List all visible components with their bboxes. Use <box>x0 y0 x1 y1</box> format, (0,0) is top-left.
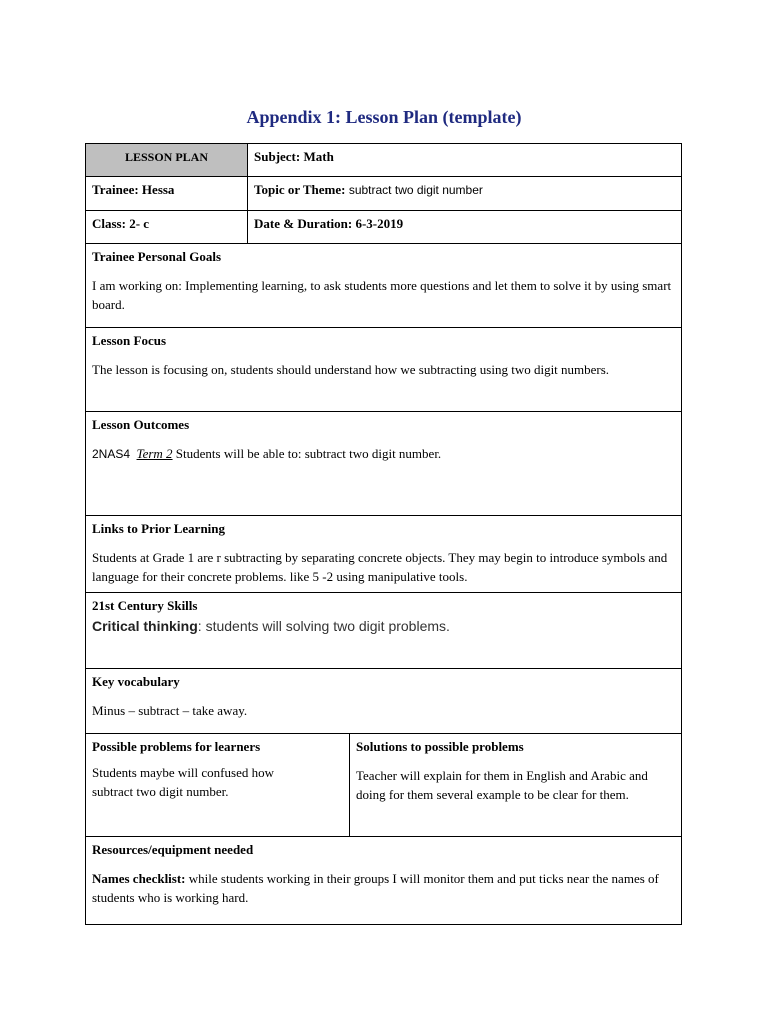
lesson-outcomes-heading: Lesson Outcomes <box>92 417 190 432</box>
resources-body: while students working in their groups I will monitor them and put ticks near the names of students who is working hard. <box>92 871 659 905</box>
lesson-outcomes-line <box>92 444 675 464</box>
skills-heading: 21st Century Skills <box>92 598 198 613</box>
solutions-section <box>349 733 682 837</box>
lesson-plan-label: LESSON PLAN <box>124 150 209 164</box>
outcome-term: Term 2 <box>136 446 173 461</box>
date-text: Date & Duration: 6-3-2019 <box>254 216 404 231</box>
outcome-body: Students will be able to: subtract two digit number. <box>172 446 442 461</box>
lesson-outcomes-section <box>85 411 682 516</box>
prior-learning-body: Students at Grade 1 are r subtracting by separating concrete objects. They may begin to introduce symbols and language for their concrete problems. like 5 -2 using manipulative tools. <box>92 550 668 584</box>
solutions-body: Teacher will explain for them in English and Arabic and doing for them several example to be clear for them. <box>356 768 648 802</box>
subject-cell <box>247 143 682 177</box>
skills-section <box>85 592 682 669</box>
problems-section <box>85 733 350 837</box>
class-cell <box>85 210 248 244</box>
prior-learning-section <box>85 515 682 593</box>
problems-heading: Possible problems for learners <box>92 739 261 754</box>
lesson-focus-heading: Lesson Focus <box>92 333 167 348</box>
class-text: Class: 2- c <box>92 216 150 231</box>
resources-label: Names checklist: <box>92 871 186 886</box>
problems-body: Students maybe will confused how subtract two digit number. <box>92 765 274 799</box>
topic-label: Topic or Theme: <box>254 182 346 197</box>
skills-body: : students will solving two digit problems. <box>197 618 450 634</box>
personal-goals-section <box>85 243 682 328</box>
vocabulary-heading: Key vocabulary <box>92 674 180 689</box>
personal-goals-body: I am working on: Implementing learning, to ask students more questions and let them to solve it by using smart board. <box>92 278 672 312</box>
trainee-text: Trainee: Hessa <box>92 182 175 197</box>
lesson-plan-label-cell <box>85 143 248 177</box>
solutions-heading: Solutions to possible problems <box>356 739 524 754</box>
prior-learning-heading: Links to Prior Learning <box>92 521 226 536</box>
resources-section <box>85 836 682 925</box>
trainee-cell <box>85 176 248 211</box>
skills-label: Critical thinking <box>92 618 198 634</box>
topic-value: subtract two digit number <box>345 183 483 197</box>
lesson-focus-body: The lesson is focusing on, students should understand how we subtracting using two digit numbers. <box>92 362 610 377</box>
skills-line <box>92 617 675 636</box>
topic-cell <box>247 176 682 211</box>
personal-goals-heading: Trainee Personal Goals <box>92 249 222 264</box>
resources-line <box>92 869 675 907</box>
page-title: Appendix 1: Lesson Plan (template) <box>246 107 522 127</box>
resources-heading: Resources/equipment needed <box>92 842 254 857</box>
outcome-code: 2NAS4 <box>92 447 131 461</box>
date-cell <box>247 210 682 244</box>
subject-text: Subject: Math <box>254 149 334 164</box>
vocabulary-section <box>85 668 682 734</box>
lesson-focus-section <box>85 327 682 412</box>
vocabulary-body: Minus – subtract – take away. <box>92 703 248 718</box>
